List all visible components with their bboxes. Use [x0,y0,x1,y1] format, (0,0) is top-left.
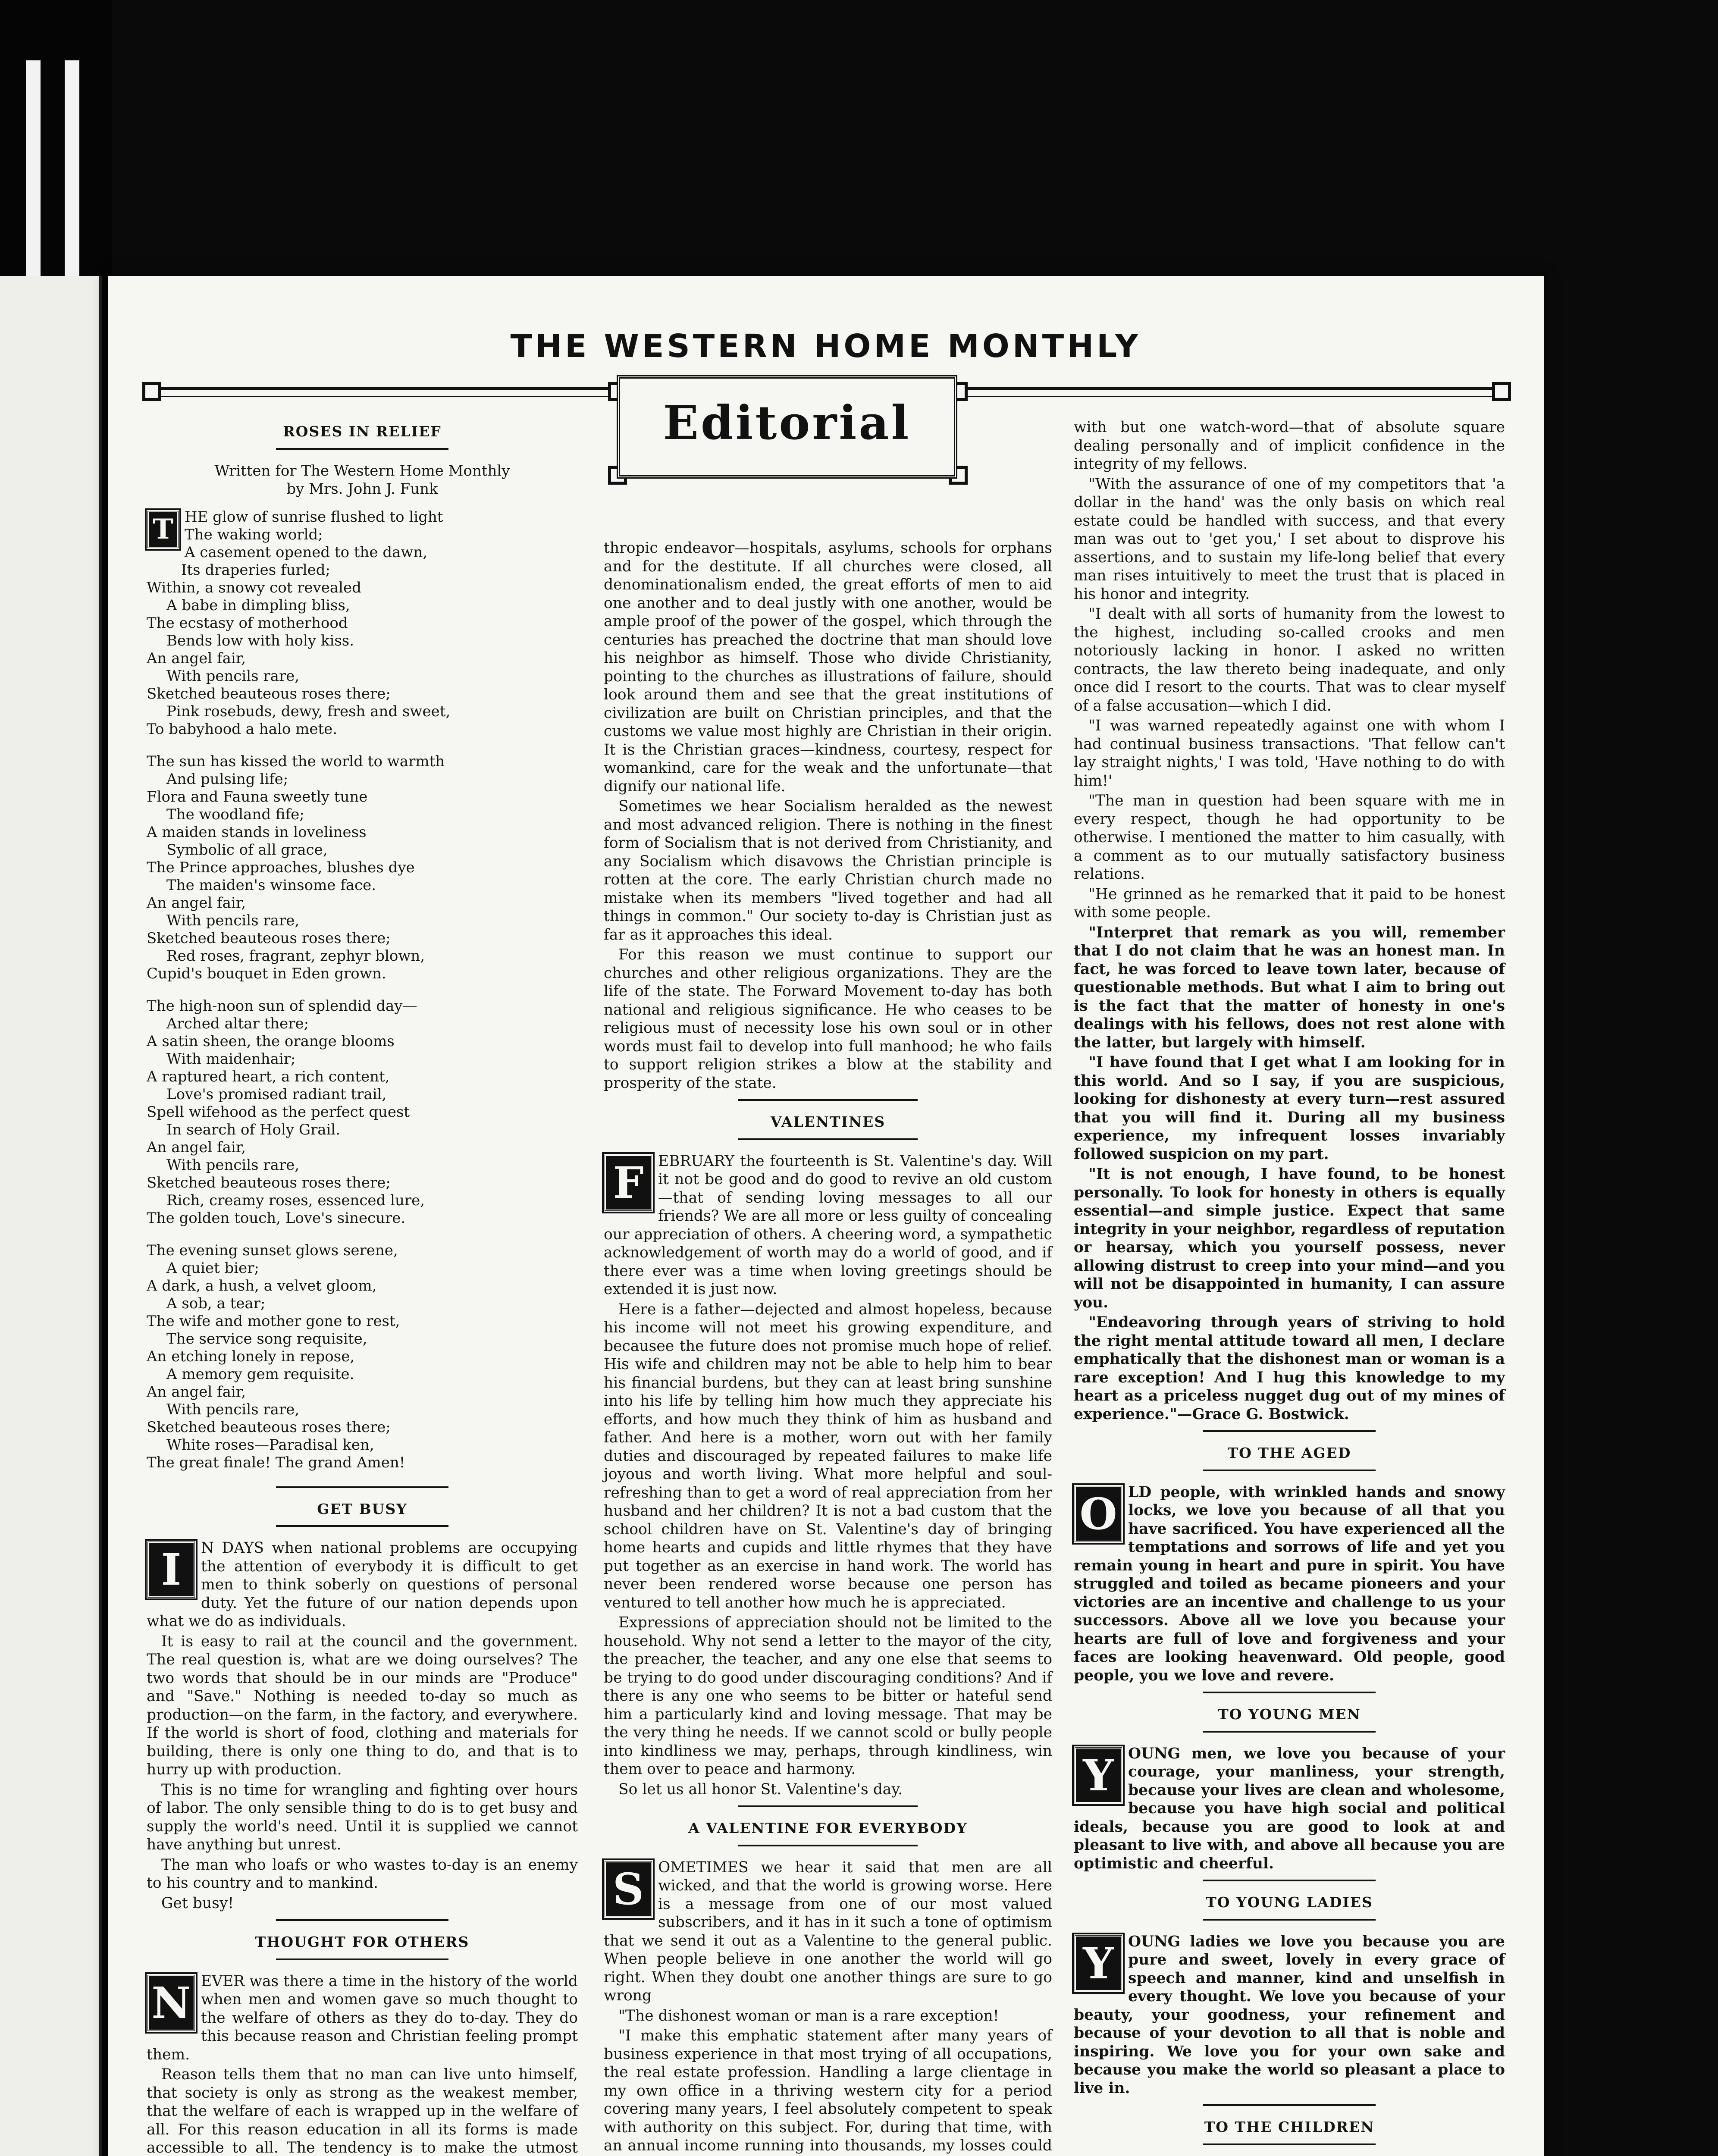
poem-line: Flora and Fauna sweetly tune [147,788,368,805]
col2-paragraph: Sometimes we hear Socialism heralded as the newest and most advanced religion. There is nothing in the finest form of Socialism that is not derived from Christianity, and any Socialism which disavows the Christian principle is rotten at the core. The early Christian church made no mistake when its members "lived together and had all things in common." Our society to-day is Christian just as far as it approaches this ideal. [604,798,1052,943]
section-rule [1203,2143,1376,2145]
poem-line: With pencils rare, [166,1156,300,1174]
poem-line: The maiden's winsome face. [166,876,376,894]
valentines-title: VALENTINES [770,1113,886,1130]
section-rule [276,1959,448,1960]
drop-cap: I [147,1541,196,1598]
poem-line: With maidenhair; [166,1050,296,1068]
section-rule [1203,2104,1376,2106]
drop-cap: F [604,1154,653,1212]
drop-cap: O [1074,1485,1123,1543]
col2-paragraph: For this reason we must continue to support our churches and other religious organizations. They are the life of the state. The Forward Movement to-day has both national and religious significance. He who ceases to be religious must of necessity lose his own soul or in other words must fail to develop into full manhood; he who fails to support religion strikes a blow at the stability and prosperity of the state. [604,946,1052,1092]
poem-line: The service song requisite, [166,1330,367,1348]
col3-paragraph: "With the assurance of one of my competitors that 'a dollar in the hand' was the only basis on which real estate could be handled with success, and that every man was out to 'get you,' I set about to disprove his assertions, and to sustain my life-long belief that every man rises intuitively to meet the trust that is placed in his honor and integrity. [1074,475,1505,603]
poem-stanza [147,508,578,738]
poem-line: The Prince approaches, blushes dye [147,859,415,876]
poem-line: With pencils rare, [166,1401,300,1418]
poem-line: Its draperies furled; [181,561,330,579]
col3-paragraph: "I have found that I get what I am looking for in this world. And so I say, if you are suspicious, looking for dishonesty at every turn—rest assured that you will find it. During all my business experience, my infrequent losses invariably followed suspicion on my part. [1074,1054,1505,1163]
men-paragraph [1074,1745,1505,1873]
poem-line: Red roses, fragrant, zephyr blown, [166,947,425,965]
drop-cap: S [604,1860,653,1918]
poem-line: An angel fair, [147,1383,246,1401]
poem-line: A satin sheen, the orange blooms [147,1032,395,1050]
men-title: TO YOUNG MEN [1218,1706,1361,1723]
paragraph-text: N DAYS when national problems are occupying the attention of everybody it is difficult to get men to think soberly on questions of personal duty. Yet the future of our nation depends upon what we do as individuals. [147,1539,578,1630]
col3-paragraph: with but one watch-word—that of absolute square dealing personally and of implicit confidence in the integrity of my fellows. [1074,419,1505,473]
poem-line: Sketched beauteous roses there; [147,1174,391,1191]
ornament-corner [142,382,161,401]
get-busy-paragraph: Get busy! [161,1894,234,1912]
editorial-title: Editorial [663,396,911,450]
ladies-title: TO YOUNG LADIES [1206,1894,1373,1911]
valentines-paragraph: So let us all honor St. Valentine's day. [618,1780,903,1798]
roses-title: ROSES IN RELIEF [283,423,442,440]
drop-cap: Y [1074,1746,1123,1804]
poem-line: Arched altar there; [166,1015,309,1032]
paragraph-text: OMETIMES we hear it said that men are all wicked, and that the world is growing worse. Here is a message from one of our most valued subscribers, and it has in it such a tone of optimism that we send it out as a Valentine to the general public. When people believe in one another the world will go right. When they doubt one another things are sure to go wrong [604,1858,1052,2004]
byline-line: by Mrs. John J. Funk [286,480,438,498]
page-header: THE WESTERN HOME MONTHLY [510,328,1141,365]
poem-line: A raptured heart, a rich content, [147,1068,390,1085]
section-rule [276,1919,448,1921]
poem-line: HE glow of sunrise flushed to light [185,508,443,526]
ornament-corner [1492,382,1511,401]
poem-line: The evening sunset glows serene, [147,1241,398,1259]
section-rule [1203,1470,1376,1471]
drop-cap: Y [1074,1934,1123,1992]
magazine-page [108,276,1544,2156]
section-rule [1203,1919,1376,1921]
poem-line: Symbolic of all grace, [166,841,328,859]
avalentine-title: A VALENTINE FOR EVERYBODY [688,1820,968,1836]
byline-line: Written for The Western Home Monthly [214,462,510,479]
header-rule-left-thin [151,396,617,397]
poem-line: An etching lonely in repose, [147,1348,355,1365]
poem-line: Sketched beauteous roses there; [147,1418,391,1436]
poem-line: An angel fair, [147,1138,246,1156]
thought-paragraph: Reason tells them that no man can live unto himself, that society is only as strong as the weakest member, that the welfare of each is wrapped up in the welfare of all. For this reason education in all its forms is made accessible to all. The tendency is to make the utmost [147,2066,578,2156]
thought-paragraph [147,1972,578,2064]
poem-line: The wife and mother gone to rest, [147,1312,400,1330]
avalentine-paragraph: "I make this emphatic statement after many years of business experience in that most trying of all occupations, the real estate profession. Handling a large clientage in my own office in a thriving western city for a period covering many years, I feel absolutely competent to speak with authority on this subject. For, during that time, with an annual income running into thousands, my losses could [604,2027,1052,2154]
get-busy-paragraph: It is easy to rail at the council and the government. The real question is, what are we doing ourselves? The two words that should be in our minds are "Produce" and "Save." Nothing is needed to-day so much as production—on the farm, in the factory, and everywhere. If the world is short of food, clothing and materials for building, there is only one thing to do, and that is to hurry up with production. [147,1633,578,1778]
poem-line: Cupid's bouquet in Eden grown. [147,965,386,982]
col3-paragraph: "Interpret that remark as you will, remember that I do not claim that he was an honest man. In fact, he was forced to leave town later, because of questionable methods. But what I aim to bring out is the fact that the matter of honesty in one's dealings with his fellows, does not rest alone with the latter, but largely with himself. [1074,924,1505,1051]
column-right [1074,418,1505,2156]
valentines-paragraph: Expressions of appreciation should not be limited to the household. Why not send a letter to the mayor of the city, the preacher, the teacher, and any one else that seems to be trying to do good under discouraging conditions? And if there is any one who seems to be bitter or hateful send him a particularly kind and loving message. That may be the very thing he needs. If we cannot scold or bully people into kindliness we may, perhaps, through kindliness, win them over to peace and harmony. [604,1614,1052,1778]
poem-line: A casement opened to the dawn, [185,543,428,561]
drop-cap: T [147,510,179,549]
get-busy-paragraph [147,1539,578,1631]
section-rule [1203,1731,1376,1733]
poem-line: Bends low with holy kiss. [166,632,354,649]
poem-line: The golden touch, Love's sinecure. [147,1209,406,1227]
thought-title: THOUGHT FOR OTHERS [255,1934,470,1950]
poem-stanza [147,753,578,983]
poem-stanza [147,997,578,1227]
section-rule [1203,1430,1376,1432]
poem-line: Within, a snowy cot revealed [147,579,361,596]
section-rule [738,1138,918,1140]
col3-paragraph: "It is not enough, I have found, to be honest personally. To look for honesty in others is equally essential—and simple justice. Expect that same integrity in your neighbor, regardless of reputation or hearsay, which you yourself possess, never allowing distrust to creep into your mind—and you will not be disappointed in humanity, I can assure you. [1074,1166,1505,1311]
poem-line: Love's promised radiant trail, [166,1085,387,1103]
poem-line: An angel fair, [147,894,246,912]
poem-line: With pencils rare, [166,667,300,685]
editorial-banner [617,375,957,479]
aged-paragraph [1074,1483,1505,1685]
valentines-paragraph: Here is a father—dejected and almost hopeless, because his income will not meet his growing expenditure, and becausee the future does not promise much hope of relief. His wife and children may not be able to help him to bear his financial burdens, but they can at least bring sunshine into his life by telling him how much they appreciate his efforts, and how much they think of him as husband and father. And here is a mother, worn out with her family duties and discouraged by repeated failures to make life joyous and worth living. What more helpful and soul-refreshing than to get a word of real appreciation from her husband and her children? It is not a bad custom that the school children have on St. Valentine's day of bringing home hearts and cupids and little rhymes that they have put together as an exercise in hand work. The world has never been rendered worse because one person has ventured to tell another how much he is appreciated. [604,1300,1052,1611]
poem-line: The great finale! The grand Amen! [147,1454,405,1471]
poem-line: The woodland fife; [166,805,304,823]
get-busy-title: GET BUSY [317,1500,408,1517]
poem-line: A maiden stands in loveliness [147,823,367,841]
header-rule-left [151,387,617,390]
poem-line: Sketched beauteous roses there; [147,929,391,947]
section-rule [276,1486,448,1488]
poem-line: Sketched beauteous roses there; [147,685,391,702]
paragraph-text: EBRUARY the fourteenth is St. Valentine's day. Will it not be good and do good to revive an old custom—that of sending loving messages to all our friends? We are all more or less guilty of concealing our appreciation of others. A cheering word, a sympathetic acknowledgement of worth may do a world of good, and if there ever was a time when loving greetings should be extended it is just now. [604,1152,1052,1298]
poem-line: A dark, a hush, a velvet gloom, [147,1277,377,1294]
section-rule [1203,1692,1376,1693]
col3-paragraph: "I was warned repeatedly against one with whom I had continual business transactions. 'That fellow can't lay straight nights,' I was told, 'Have nothing to do with him!' [1074,717,1505,790]
binding-bar [65,60,79,276]
avalentine-paragraph: "The dishonest woman or man is a rare exception! [618,2007,999,2024]
poem-line: A memory gem requisite. [166,1365,354,1383]
roses-poem [147,508,578,1472]
section-rule [276,448,448,450]
valentines-paragraph [604,1152,1052,1299]
avalentine-paragraph [604,1858,1052,2005]
column-left [147,423,578,2156]
get-busy-paragraph: The man who loafs or who wastes to-day is an enemy to his country and to mankind. [147,1856,578,1892]
aged-title: TO THE AGED [1227,1445,1351,1461]
binding-bar [26,60,41,276]
paragraph-text: EVER was there a time in the history of the world when men and women gave so much thought to the welfare of others as they do to-day. They do this because reason and Christian feeling prompt them. [147,1972,578,2063]
poem-line: Rich, creamy roses, essenced lure, [166,1191,425,1209]
col3-paragraph: "I dealt with all sorts of humanity from the lowest to the highest, including so-called crooks and men notoriously lacking in honor. I asked no written contracts, the law thereto being inadequate, and only once did I resort to the courts. That was to clear myself of a false accusation—which I did. [1074,605,1505,714]
poem-line: A sob, a tear; [166,1294,266,1312]
poem-line: In search of Holy Grail. [166,1121,341,1138]
poem-line: Pink rosebuds, dewy, fresh and sweet, [166,702,451,720]
paragraph-text: OUNG men, we love you because of your courage, your manliness, your strength, because your lives are clean and wholesome, because you have high social and political ideals, because you are good to look at and pleasant to live with, and above all because you are optimistic and cheerful. [1074,1745,1505,1872]
previous-page-edge [0,276,102,2156]
section-rule [738,1805,918,1807]
section-rule [738,1099,918,1101]
poem-stanza [147,1242,578,1472]
section-rule [276,1525,448,1527]
section-rule [738,1845,918,1846]
paragraph-text: OUNG ladies we love you because you are pure and sweet, lovely in every grace of speech and manner, kind and unselfish in every thought. We love you because of your beauty, your goodness, your refinement and because of your devotion to all that is noble and inspiring. We love you for your own sake and because you make the world so pleasant a place to live in. [1074,1933,1505,2097]
drop-cap: N [147,1974,196,2032]
col3-paragraph: "The man in question had been square with me in every respect, though he had opportunity to be otherwise. I mentioned the matter to him casually, with a comment as to our mutually satisfactory business relations. [1074,792,1505,883]
col3-paragraph: "Endeavoring through years of striving to hold the right mental attitude toward all men, I declare emphatically that the dishonest man or woman is a rare exception! And I hug this knowledge to my heart as a priceless nugget dug out of my mines of experience."—Grace G. Bostwick. [1074,1314,1505,1423]
poem-line: White roses—Paradisal ken, [166,1436,374,1454]
ladies-paragraph [1074,1933,1505,2098]
header-rule-right-thin [957,396,1501,397]
poem-line: With pencils rare, [166,912,300,929]
header-rule-right [957,387,1501,390]
poem-line: The ecstasy of motherhood [147,614,348,632]
col3-paragraph: "He grinned as he remarked that it paid to be honest with some people. [1074,885,1505,921]
poem-line: To babyhood a halo mete. [147,720,338,738]
children-title: TO THE CHILDREN [1204,2118,1375,2135]
poem-line: The sun has kissed the world to warmth [147,752,445,770]
poem-line: Spell wifehood as the perfect quest [147,1103,410,1121]
paragraph-text: LD people, with wrinkled hands and snowy locks, we love you because of all that you have sacrificed. You have experienced all the temptations and sorrows of life and yet you remain young in heart and pure in spirit. You have struggled and toiled as became pioneers and your victories are an incentive and challenge to us your successors. Above all we love you because your hearts are full of love and forgiveness and your faces are looking heavenward. Old people, good people, you we love and revere. [1074,1483,1505,1684]
get-busy-paragraph: This is no time for wrangling and fighting over hours of labor. The only sensible thing to do is to get busy and supply the world's need. Until it is supplied we cannot have anything but unrest. [147,1781,578,1853]
poem-line: An angel fair, [147,649,246,667]
poem-line: The high-noon sun of splendid day— [147,997,417,1015]
poem-line: A babe in dimpling bliss, [166,596,350,614]
poem-line: The waking world; [185,526,323,543]
section-rule [1203,1880,1376,1881]
roses-byline [147,462,578,498]
poem-line: And pulsing life; [166,770,288,788]
col2-paragraph: thropic endeavor—hospitals, asylums, schools for orphans and for the destitute. If all churches were closed, all denominationalism ended, the great efforts of men to aid one another and to deal justly with one another, would be ample proof of the power of the gospel, which through the centuries has preached the doctrine that man should love his neighbor as himself. Those who divide Christianity, pointing to the churches as illustrations of failure, should look around them and see that the great institutions of civilization are built on Christian principles, and that the customs we value most highly are Christian in their origin. It is the Christian graces—kindness, courtesy, respect for womankind, care for the weak and the unfortunate—that dignify our national life. [604,539,1052,795]
column-middle [604,539,1052,2156]
poem-line: A quiet bier; [166,1259,259,1277]
